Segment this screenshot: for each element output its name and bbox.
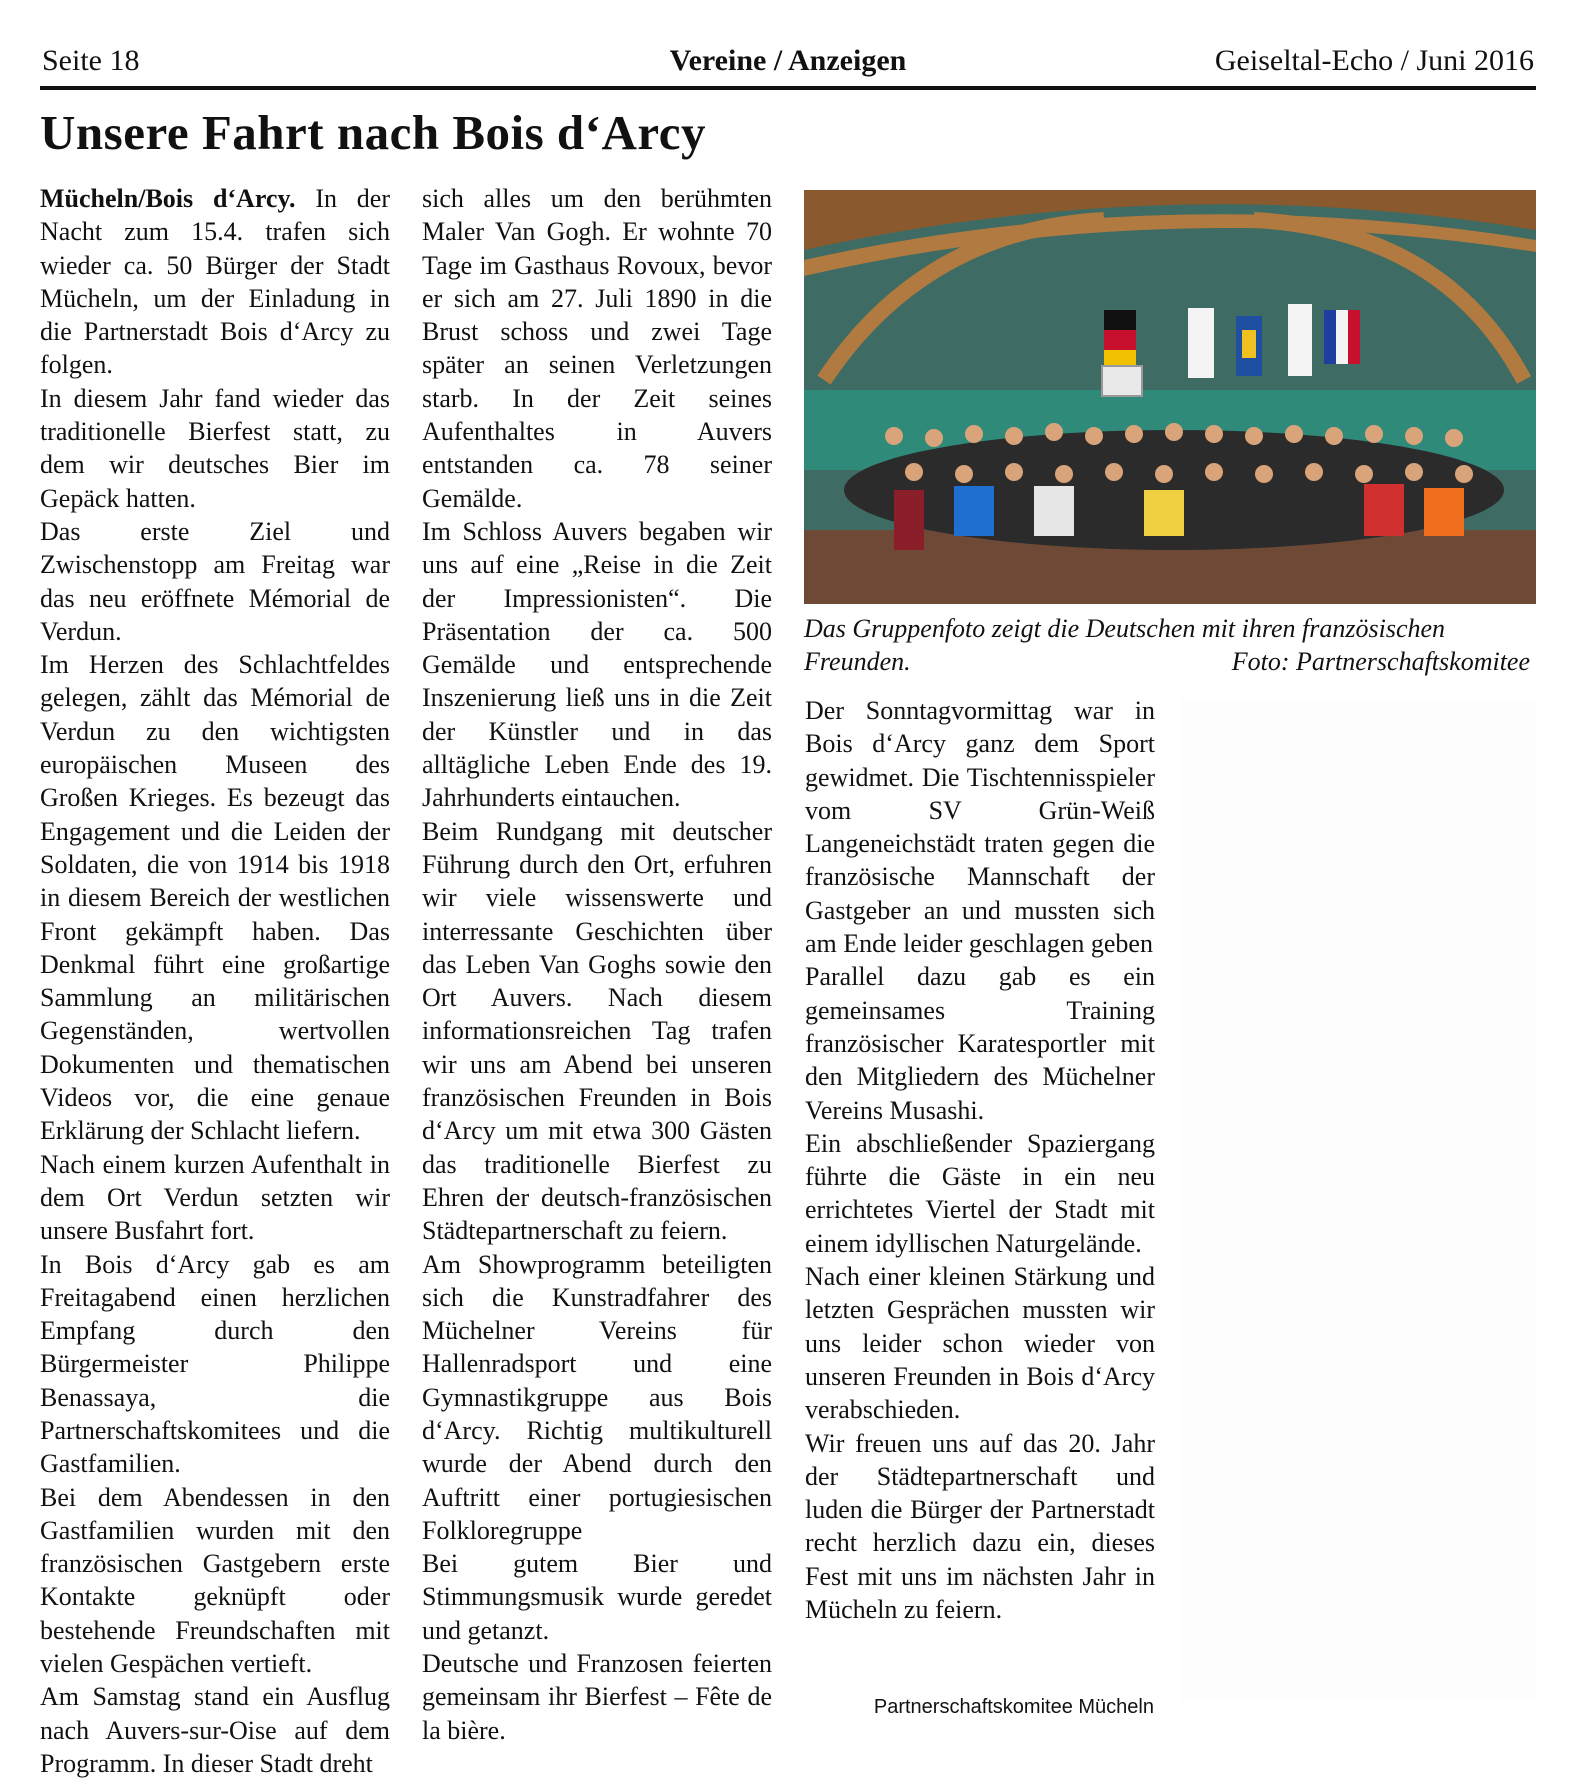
paragraph: Nach einer kleinen Stärkung und letzten Gesprächen mussten wir uns leider schon wieder von unseren Freunden in Bois d‘Arcy verabschieden. <box>805 1262 1155 1425</box>
paragraph: Deutsche und Franzosen feierten gemeinsam ihr Bierfest – Fête de la bière. <box>422 1649 772 1745</box>
paragraph: Parallel dazu gab es ein gemeinsames Training französischer Karatesportler mit den Mitgliedern des Müchelner Vereins Musashi. <box>805 962 1155 1125</box>
article-headline: Unsere Fahrt nach Bois d‘Arcy <box>40 105 706 160</box>
paragraph: In Bois d‘Arcy gab es am Freitagabend einen herzlichen Empfang durch den Bürgermeister Philippe Benassaya, die Partnerschaftskomitees und die Gastfamilien. <box>40 1249 390 1479</box>
header-rule <box>40 86 1536 90</box>
group-photo <box>804 190 1536 604</box>
paragraph: Im Schloss Auvers begaben wir uns auf eine „Reise in die Zeit der Impressionisten“. Die Präsentation der ca. 500 Gemälde und entsprechende Inszenierung ließ uns in die Zeit der Künstler und in das alltägliche Leben Ende des 19. Jahrhunderts eintauchen. <box>422 516 772 813</box>
paragraph: Ein abschließender Spaziergang führte die Gäste in ein neu errichtetes Viertel der Stadt mit einem idyllischen Naturgelände. <box>805 1128 1155 1258</box>
paragraph: Am Samstag stand ein Ausflug nach Auvers-sur-Oise auf dem Programm. In dieser Stadt dreht <box>40 1682 390 1778</box>
paragraph: In diesem Jahr fand wieder das traditionelle Bierfest statt, zu dem wir deutsches Bier im Gepäck hatten. <box>40 383 390 513</box>
article-signature: Partnerschaftskomitee Mücheln <box>873 1696 1154 1718</box>
paragraph: Mücheln/Bois d‘Arcy. In der Nacht zum 15.4. trafen sich wieder ca. 50 Bürger der Stadt Mücheln, um der Einladung in die Partnerstadt Bois d‘Arcy zu folgen. <box>40 184 390 380</box>
paragraph: Im Herzen des Schlachtfeldes gelegen, zählt das Mémorial de Verdun zu den wichtigsten europäischen Museen des Großen Krieges. Es bezeugt das Engagement und die Leiden der Soldaten, die von 1914 bis 1918 in diesem Bereich der westlichen Front gekämpft haben. Das Denkmal führt eine großartige Sammlung an militärischen Gegenständen, wertvollen Dokumenten und thematischen Videos vor, die eine genaue Erklärung der Schlacht liefern. <box>40 650 390 1146</box>
page-number: Seite 18 <box>42 44 140 77</box>
section-title: Vereine / Anzeigen <box>669 44 907 77</box>
column-2 <box>422 182 772 1747</box>
caption-text: Das Gruppenfoto zeigt die Deutschen mit ihren französischen Freunden. <box>804 614 1446 676</box>
publication-date: Geiseltal-Echo / Juni 2016 <box>1214 44 1534 77</box>
column-3 <box>805 694 1155 1626</box>
photo-caption <box>804 612 1536 678</box>
paragraph: Das erste Ziel und Zwischenstopp am Freitag war das neu eröffnete Mémorial de Verdun. <box>40 516 390 646</box>
empty-space <box>1180 700 1536 1700</box>
dateline: Mücheln/Bois d‘Arcy. <box>40 184 296 213</box>
paragraph: sich alles um den berühmten Maler Van Gogh. Er wohnte 70 Tage im Gasthaus Rovoux, bevor er sich am 27. Juli 1890 in die Brust schoss und zwei Tage später an seinen Verletzungen starb. In der Zeit seines Aufenthaltes in Auvers entstanden ca. 78 seiner Gemälde. <box>422 184 772 513</box>
paragraph: Bei dem Abendessen in den Gastfamilien wurden mit den französischen Gastgebern erste Kontakte geknüpft oder bestehende Freundschaften mit vielen Gespächen vertieft. <box>40 1482 390 1679</box>
paragraph: Nach einem kurzen Aufenthalt in dem Ort Verdun setzten wir unsere Busfahrt fort. <box>40 1149 390 1246</box>
paragraph: Der Sonntagvormittag war in Bois d‘Arcy ganz dem Sport gewidmet. Die Tischtennisspieler vom SV Grün-Weiß Langeneichstädt traten gegen die französische Mannschaft der Gastgeber an und mussten sich am Ende leider geschlagen geben <box>805 696 1155 959</box>
paragraph: Beim Rundgang mit deutscher Führung durch den Ort, erfuhren wir viele wissenswerte und interressante Geschichten über das Leben Van Goghs sowie den Ort Auvers. Nach diesem informationsreichen Tag trafen wir uns am Abend bei unseren französischen Freunden in Bois d‘Arcy um mit etwa 300 Gästen das traditionelle Bierfest zu Ehren der deutsch-französischen Städtepartnerschaft zu feiern. <box>422 816 772 1246</box>
page-header <box>40 44 1536 84</box>
paragraph: Am Showprogramm beteiligten sich die Kunstradfahrer des Müchelner Vereins für Hallenradsport und eine Gymnastikgruppe aus Bois d‘Arcy. Richtig multikulturell wurde der Abend durch den Auftritt einer portugiesischen Folkloregruppe <box>422 1249 772 1545</box>
column-1 <box>40 182 390 1780</box>
paragraph: Bei gutem Bier und Stimmungsmusik wurde geredet und getanzt. <box>422 1549 772 1645</box>
photo-credit: Foto: Partnerschaftskomitee <box>1231 647 1530 676</box>
paragraph: Wir freuen uns auf das 20. Jahr der Städtepartnerschaft und luden die Bürger der Partnerstadt recht herzlich dazu ein, dieses Fest mit uns im nächsten Jahr in Mücheln zu feiern. <box>805 1428 1155 1625</box>
